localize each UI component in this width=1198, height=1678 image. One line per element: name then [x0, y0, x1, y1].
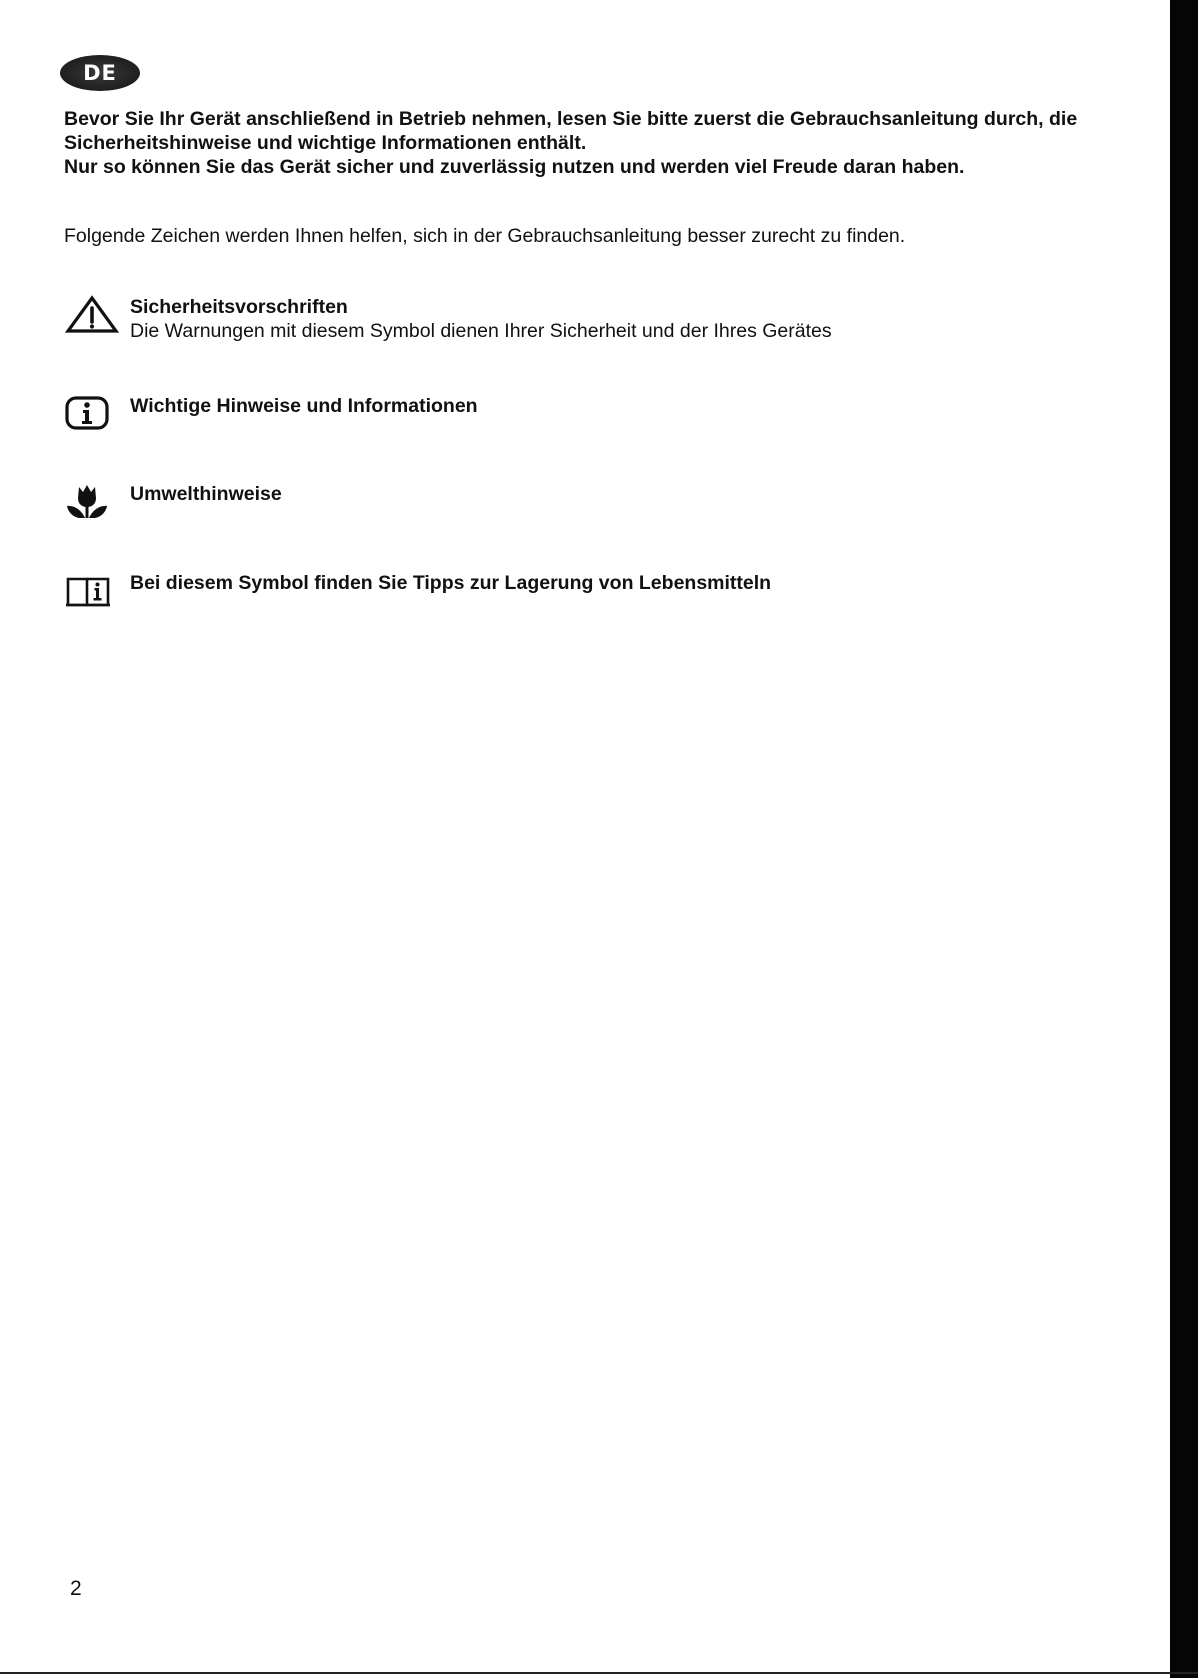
- symbol-title-info: Wichtige Hinweise und Informationen: [130, 395, 478, 417]
- symbol-row-food-storage: [64, 571, 771, 611]
- warning-triangle-icon: [64, 295, 120, 335]
- intro-paragraph-1: Bevor Sie Ihr Gerät anschließend in Betrieb nehmen, lesen Sie bitte zuerst die Gebrauchsanleitung durch, die Sicherheitshinweise und wichtige Informationen enthält.: [64, 108, 1078, 154]
- symbols-lead-text: Folgende Zeichen werden Ihnen helfen, sich in der Gebrauchsanleitung besser zurecht zu finden.: [64, 225, 906, 247]
- symbol-row-info: [64, 394, 478, 434]
- bottom-rule: [0, 1672, 1198, 1674]
- symbol-title-safety: Sicherheitsvorschriften: [130, 296, 348, 318]
- symbol-row-environment: [64, 482, 282, 522]
- environment-flower-icon: [64, 482, 120, 522]
- book-info-icon: [64, 571, 120, 611]
- symbol-row-safety: [64, 295, 832, 343]
- page-number: 2: [70, 1577, 82, 1600]
- scan-edge-bar: [1170, 0, 1198, 1678]
- intro-text: [64, 107, 1144, 179]
- intro-paragraph-2: Nur so können Sie das Gerät sicher und zuverlässig nutzen und werden viel Freude daran haben.: [64, 156, 965, 178]
- symbol-title-food-storage: Bei diesem Symbol finden Sie Tipps zur Lagerung von Lebensmitteln: [130, 572, 772, 594]
- symbol-title-environment: Umwelthinweise: [130, 483, 282, 505]
- language-badge: [60, 55, 140, 91]
- symbol-description-safety: Die Warnungen mit diesem Symbol dienen Ihrer Sicherheit und der Ihres Gerätes: [130, 320, 832, 342]
- info-icon: [64, 394, 120, 434]
- language-badge-label: DE: [83, 61, 117, 85]
